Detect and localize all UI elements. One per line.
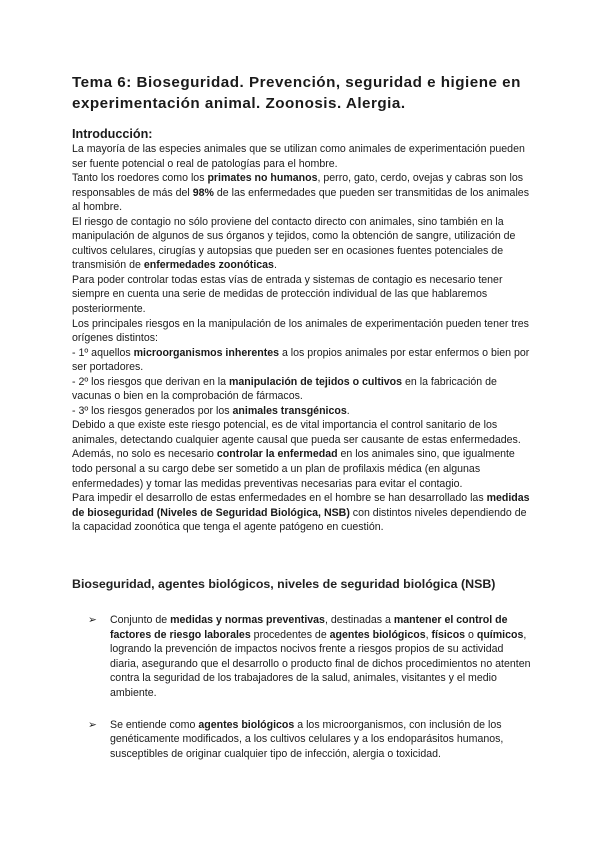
bullet-text	[110, 719, 503, 760]
intro-paragraph	[72, 346, 530, 375]
text-run: El riesgo de contagio no sólo proviene del contacto directo con animales, sino también en la manipulación de algunos de sus órganos y tejidos, como la obtención de sangre, utilización de cultivos celulares, cirugías y autopsias que pueden ser en ocasiones fuentes potenciales de transmisión de	[72, 215, 516, 272]
text-run: La mayoría de las especies animales que se utilizan como animales de experimentación pueden ser fuente potencial o real de patologías para el hombre.	[72, 143, 525, 170]
bold-text: medidas de bioseguridad (Niveles de Seguridad Biológica, NSB)	[72, 492, 530, 519]
intro-paragraph	[72, 215, 530, 273]
bold-text: agentes biológicos	[198, 718, 295, 731]
arrow-bullet-icon: ➢	[88, 614, 97, 626]
text-run: .	[346, 404, 350, 417]
text-run: , destinadas a	[324, 614, 394, 626]
bold-text: manipulación de tejidos o cultivos	[228, 375, 403, 388]
intro-paragraph	[72, 418, 530, 491]
bold-text: mantener el control de factores de riesgo laborales	[110, 614, 508, 641]
arrow-bullet-icon: ➢	[88, 718, 97, 731]
section-heading: Bioseguridad, agentes biológicos, niveles de seguridad biológica (NSB)	[72, 577, 496, 591]
text-run: Debido a que existe este riesgo potencial, es de vital importancia el control sanitario de los animales, detectando cualquier agente causal que pueda ser causante de estas enfermedades. Además, no solo es necesario	[72, 419, 521, 461]
text-run: Para poder controlar todas estas vías de entrada y sistemas de contagio es necesario tener siempre en cuenta una serie de medidas de protección individual de las que hablaremos posteriormente.	[72, 273, 503, 316]
text-run: - 1º aquellos	[72, 346, 134, 359]
text-run: de las enfermedades que pueden ser transmitidas de los animales al hombre.	[72, 186, 529, 214]
bold-text: químicos	[476, 628, 524, 641]
intro-heading: Introducción:	[72, 127, 153, 141]
intro-paragraph	[72, 404, 530, 419]
page-title: Tema 6: Bioseguridad. Prevención, seguridad e higiene en experimentación animal. Zoonosis. Alergia.	[72, 74, 521, 112]
intro-paragraph	[72, 491, 530, 535]
bullet-text	[110, 614, 531, 699]
text-run: con distintos niveles dependiendo de la capacidad zoonótica que tenga el agente patógeno en cuestión.	[72, 506, 527, 534]
list-item	[88, 613, 534, 701]
list-item	[88, 718, 534, 762]
bold-text: animales transgénicos	[232, 404, 347, 417]
text-run: ,	[425, 628, 432, 641]
text-run: - 2º los riesgos que derivan en la	[72, 375, 229, 388]
bold-text: primates no humanos	[207, 172, 318, 185]
bold-text: 98%	[192, 186, 214, 199]
text-run: - 3º los riesgos generados por los	[72, 404, 233, 417]
text-run: Para impedir el desarrollo de estas enfermedades en el hombre se han desarrollado las	[72, 492, 487, 505]
text-run: , logrando la prevención de impactos nocivos frente a riesgos propios de su actividad diaria, asegurando que el desarrollo o producto final de dichos procedimientos no atenten contra la seguridad de los trabajadores de la salud, animales, visitantes y el medio ambiente.	[110, 628, 531, 699]
text-run: a los propios animales por estar enfermos o bien por ser portadores.	[72, 346, 530, 374]
text-run: o	[465, 628, 477, 641]
text-run: procedentes de	[250, 628, 330, 641]
bold-text: agentes biológicos	[329, 628, 426, 641]
text-run: Se entiende como	[110, 718, 199, 731]
text-run: Tanto los roedores como los	[72, 172, 208, 185]
bullet-list	[88, 613, 534, 778]
text-run: en los animales sino, que igualmente todo personal a su cargo debe ser sometido a un plan de profilaxis médica (en algunas enfermedades) y tomar las medidas preventivas necesarias para evitar el contagio.	[72, 448, 515, 490]
intro-paragraph	[72, 171, 530, 215]
text-run: Conjunto de	[110, 614, 171, 626]
intro-paragraph	[72, 142, 530, 171]
intro-paragraph	[72, 375, 530, 404]
text-run: .	[273, 259, 277, 272]
text-run: a los microorganismos, con inclusión de los genéticamente modificados, a los cultivos celulares y a los endoparásitos humanos, susceptibles de originar cualquier tipo de infección, alergia o toxicidad.	[110, 718, 504, 760]
intro-paragraph	[72, 317, 530, 346]
bold-text: controlar la enfermedad	[216, 448, 338, 461]
text-run: , perro, gato, cerdo, ovejas y cabras son los responsables de más del	[72, 172, 524, 199]
intro-body	[72, 142, 530, 535]
text-run: en la fabricación de vacunas o bien en la comprobación de fármacos.	[72, 375, 497, 403]
text-run: Los principales riesgos en la manipulación de los animales de experimentación pueden tener tres orígenes distintos:	[72, 317, 529, 345]
bold-text: medidas y normas preventivas	[170, 614, 325, 626]
bold-text: físicos	[431, 628, 466, 641]
bold-text: microorganismos inherentes	[133, 346, 280, 359]
bold-text: enfermedades zoonóticas	[143, 259, 274, 272]
intro-paragraph	[72, 273, 530, 317]
